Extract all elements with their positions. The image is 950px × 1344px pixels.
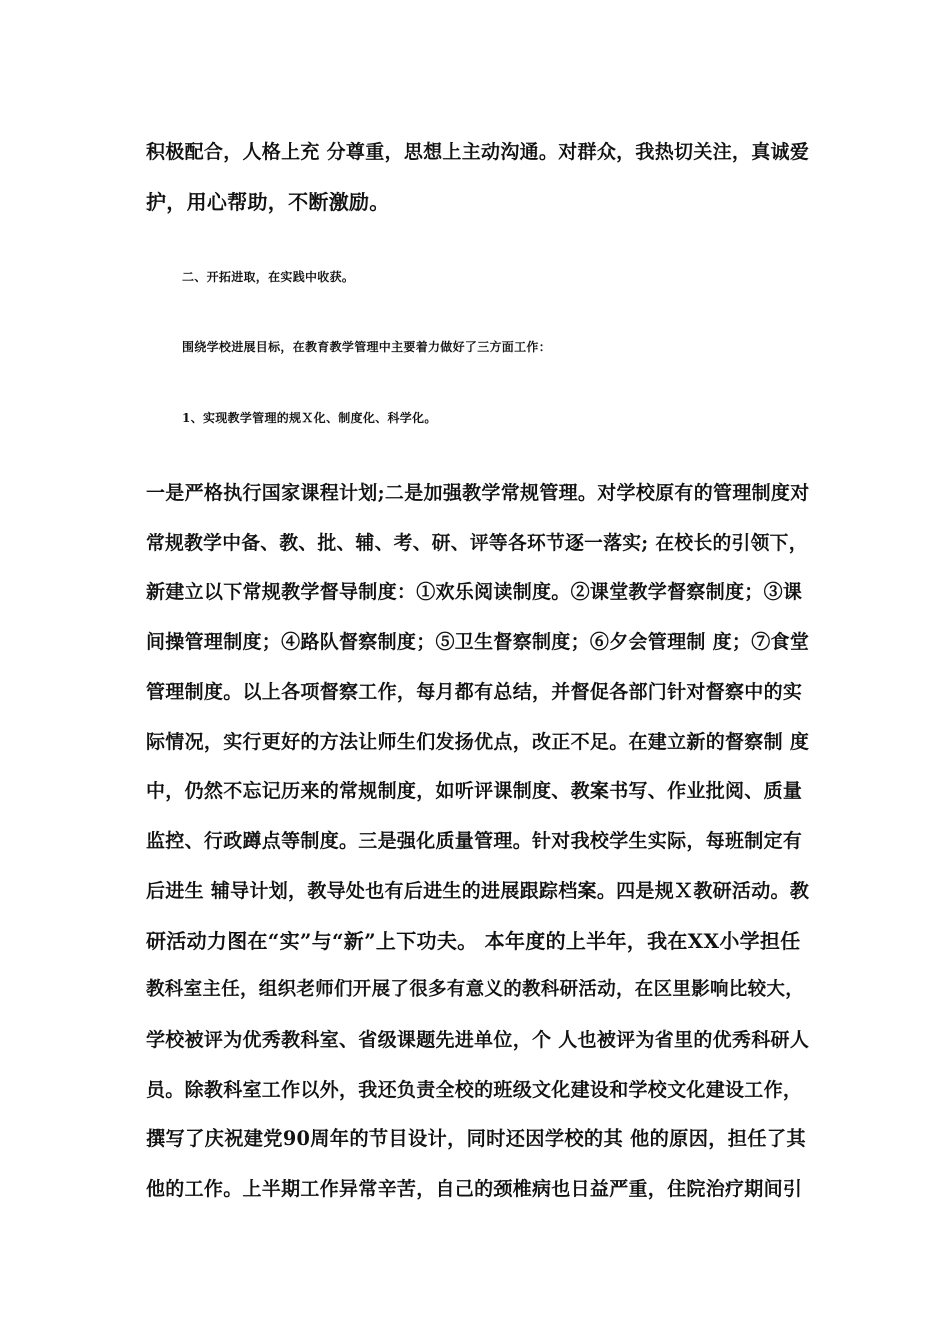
paragraph-line: 中，仍然不忘记历来的常规制度，如听评课制度、教案书写、作业批阅、质量 bbox=[146, 780, 803, 802]
paragraph-line: 一是严格执行国家课程计划;二是加强教学常规管理。对学校原有的管理制度对 bbox=[146, 482, 810, 504]
paragraph-line: 管理制度。以上各项督察工作，每月都有总结，并督促各部门针对督察中的实 bbox=[146, 681, 803, 703]
paragraph-line: 员。除教科室工作以外，我还负责全校的班级文化建设和学校文化建设工作， bbox=[146, 1079, 803, 1101]
paragraph-line: 教科室主任，组织老师们开展了很多有意义的教科研活动，在区里影响比较大， bbox=[146, 979, 805, 1000]
paragraph-line: 撰写了庆祝建党90周年的节目设计，同时还因学校的其 他的原因，担任了其 bbox=[146, 1127, 806, 1150]
paragraph-line: 间操管理制度；④路队督察制度；⑤卫生督察制度；⑥夕会管理制 度；⑦食堂 bbox=[146, 631, 810, 653]
paragraph-line: 监控、行政蹲点等制度。三是强化质量管理。针对我校学生实际，每班制定有 bbox=[146, 830, 803, 852]
paragraph-line: 新建立以下常规教学督导制度：①欢乐阅读制度。②课堂教学督察制度；③课 bbox=[146, 581, 803, 603]
paragraph-line: 后进生 辅导计划，教导处也有后进生的进展跟踪档案。四是规Ｘ教研活动。教 bbox=[146, 880, 810, 902]
paragraph-line: 护，用心帮助，不断激励。 bbox=[146, 190, 390, 214]
paragraph-line: 研活动力图在“实”与“新”上下功夫。 本年度的上半年，我在XX小学担任 bbox=[146, 929, 801, 953]
paragraph-line: 积极配合，人格上充 分尊重，思想上主动沟通。对群众，我热切关注，真诚爱 bbox=[146, 141, 810, 163]
paragraph-line: 常规教学中备、教、批、辅、考、研、评等各环节逐一落实; 在校长的引领下， bbox=[146, 532, 808, 554]
paragraph-line: 他的工作。上半期工作异常辛苦，自己的颈椎病也日益严重，住院治疗期间引 bbox=[146, 1178, 803, 1200]
paragraph-line: 际情况，实行更好的方法让师生们发扬优点，改正不足。在建立新的督察制 度 bbox=[146, 731, 810, 753]
section-heading: 二、开拓进取，在实践中收获。 bbox=[182, 270, 355, 284]
subsection-heading: 1、实现教学管理的规Ｘ化、制度化、科学化。 bbox=[182, 411, 437, 425]
paragraph-line: 围绕学校进展目标，在教育教学管理中主要着力做好了三方面工作： bbox=[182, 340, 552, 354]
paragraph-line: 学校被评为优秀教科室、省级课题先进单位，个 人也被评为省里的优秀科研人 bbox=[146, 1029, 810, 1051]
